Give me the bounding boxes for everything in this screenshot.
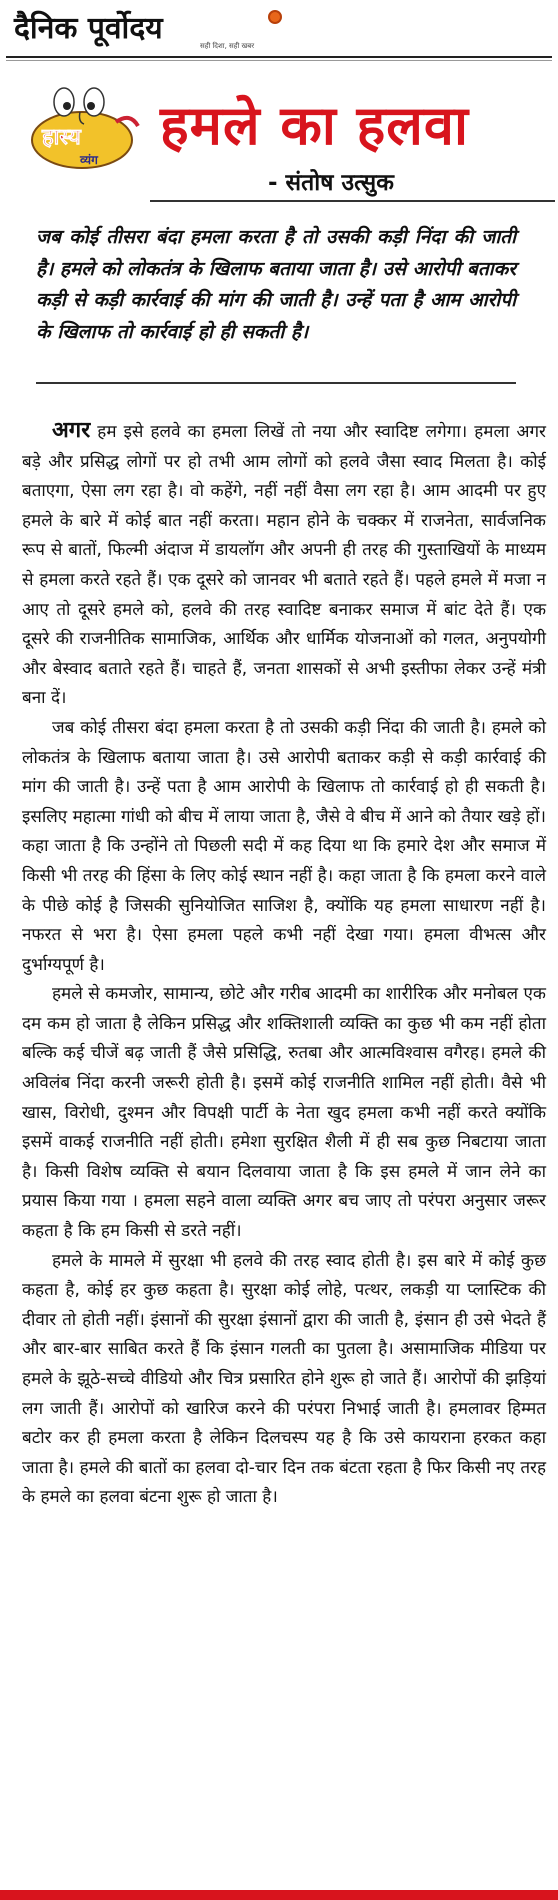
article-body (22, 416, 546, 1513)
article-paragraph: हमले से कमजोर, सामान्य, छोटे और गरीब आदमी का शारीरिक और मनोबल एक दम कम हो जाता है लेकिन प्रसिद्ध और शक्तिशाली व्यक्ति का कुछ भी कम नहीं होता बल्कि कई चीजें बढ़ जाती हैं जैसे प्रसिद्धि, रुतबा और आत्मविश्वास वगैरह। हमले की अविलंब निंदा करनी जरूरी होती है। इसमें कोई राजनीति शामिल नहीं होती। वैसे भी खास, विरोधी, दुश्मन और विपक्षी पार्टी के नेता खुद हमला कभी नहीं करते क्योंकि इसमें वाकई राजनीति नहीं होती। हमेशा सुरक्षित शैली में ही सब कुछ निबटाया जाता है। किसी विशेष व्यक्ति से बयान दिलवाया जाता है कि इस हमले में जान लेने का प्रयास किया गया । हमला सहने वाला व्यक्ति अगर बच जाए तो परंपरा अनुसार जरूर कहता है कि हम किसी से डरते नहीं। (22, 984, 546, 1242)
brand-sun-icon (268, 10, 282, 24)
logo-left-pupil (63, 102, 71, 110)
article-headline: हमले का हलवा (160, 94, 469, 157)
newspaper-brand: दैनिक पूर्वोदय (14, 11, 163, 46)
intro-rule (36, 382, 516, 384)
article-intro: जब कोई तीसरा बंदा हमला करता है तो उसकी कड़ी निंदा की जाती है। हमले को लोकतंत्र के खिलाफ बताया जाता है। उसे आरोपी बताकर कड़ी से कड़ी कार्रवाई की मांग की जाती है। उन्हें पता है आम आरोपी के खिलाफ तो कार्रवाई हो ही सकती है। (36, 226, 516, 343)
logo-right-eye (84, 88, 104, 116)
article-byline: - संतोष उत्सुक (268, 170, 394, 196)
article-paragraph: हमले के मामले में सुरक्षा भी हलवे की तरह स्वाद होती है। इस बारे में कोई कुछ कहता है, कोई हर कुछ कहता है। सुरक्षा कोई लोहे, पत्थर, लकड़ी या प्लास्टिक की दीवार तो होती नहीं। इंसानों की सुरक्षा इंसानों द्वारा की जाती है, इंसान ही उसे भेदते हैं और बार-बार साबित करते हैं कि इंसान गलती का पुतला है। असामाजिक मीडिया पर हमले के झूठे-सच्चे वीडियो और चित्र प्रसारित होने शुरू हो जाते हैं। आरोपों की झड़ियां लग जाती हैं। आरोपों को खारिज करने की परंपरा निभाई जाती है। हमलावर हिम्मत बटोर कर ही हमला करता है लेकिन दिलचस्प यह है कि उसे कायराना हरकत कहा जाता है। हमले की बातों का हलवा दो-चार दिन तक बंटता रहता है फिर किसी नए तरह के हमले का हलवा बंटना शुरू हो जाता है। (22, 1250, 546, 1508)
paragraph-text: हम इसे हलवे का हमला लिखें तो नया और स्वादिष्ट लगेगा। हमला अगर बड़े और प्रसिद्ध लोगों पर हो तभी आम लोगों को हलवे जैसा स्वाद मिलता है। कोई बताएगा, ऐसा लग रहा है। वो कहेंगे, नहीं नहीं वैसा लग रहा है। आम आदमी पर हुए हमले के बारे में कोई बात नहीं करता। महान होने के चक्कर में राजनेता, सार्वजनिक रूप से बातों, फिल्मी अंदाज में डायलॉग और अपनी ही तरह की गुस्ताखियों के माध्यम से हमला करते रहते हैं। एक दूसरे को जानवर भी बताते रहते हैं। पहले हमले में मजा न आए तो दूसरे हमले को, हलवे की तरह स्वादिष्ट बनाकर समाज में बांट देते हैं। एक दूसरे की राजनीतिक सामाजिक, आर्थिक और धार्मिक योजनाओं को गलत, अनुपयोगी और बेस्वाद बताते रहते हैं। चाहते हैं, जनता शासकों से अभी इस्तीफा लेकर उन्हें मंत्री बना दें। (22, 422, 546, 709)
logo-right-pupil (87, 102, 95, 110)
lead-word: अगर (52, 418, 91, 443)
hasya-vyang-logo (20, 82, 150, 172)
masthead-rule-thin (6, 60, 552, 61)
byline-rule (150, 200, 555, 202)
masthead-rule (6, 56, 552, 58)
newspaper-tagline: सही दिशा, सही खबर (200, 42, 255, 50)
article-paragraph (22, 416, 546, 714)
masthead (0, 0, 558, 62)
logo-left-eye (54, 88, 74, 116)
bottom-bar (0, 1890, 558, 1900)
logo-text-sub: व्यंग (80, 153, 98, 167)
logo-text-main: हास्य (42, 125, 81, 150)
article-paragraph: जब कोई तीसरा बंदा हमला करता है तो उसकी कड़ी निंदा की जाती है। हमले को लोकतंत्र के खिलाफ बताया जाता है। उसे आरोपी बताकर कड़ी से कड़ी कार्रवाई की मांग की जाती है। उन्हें पता है आम आरोपी के खिलाफ तो कार्रवाई हो ही सकती है। इसलिए महात्मा गांधी को बीच में लाया जाता है, जैसे वे बीच में आने को तैयार खड़े हों। कहा जाता है कि उन्होंने तो पिछली सदी में कह दिया था कि हमारे देश और समाज में किसी भी तरह की हिंसा के लिए कोई स्थान नहीं है। कहा जाता है कि हमला करने वाले के पीछे कोई है जिसकी सुनियोजित साजिश है, क्योंकि यह हमला साधारण नहीं है। नफरत से भरा है। ऐसा हमला पहले कभी नहीं देखा गया। हमला वीभत्स और दुर्भाग्यपूर्ण है। (22, 717, 546, 975)
